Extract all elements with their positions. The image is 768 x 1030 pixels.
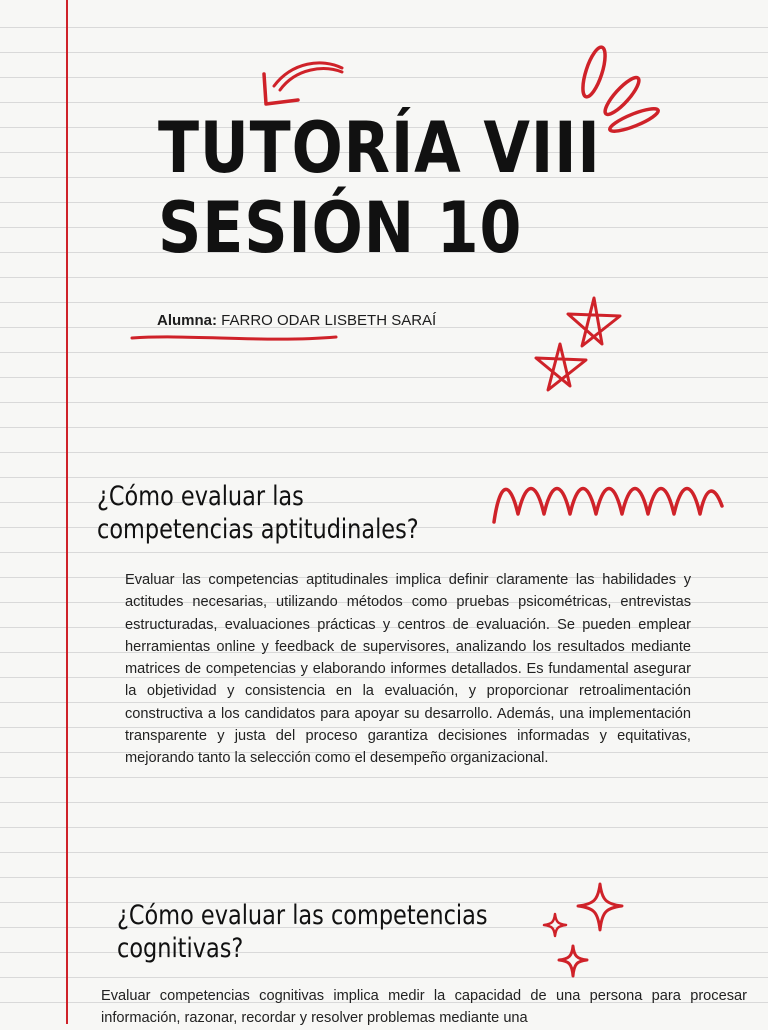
notebook-margin-line	[66, 0, 68, 1024]
zigzag-icon	[488, 470, 728, 532]
section-body-aptitudinales: Evaluar las competencias aptitudinales implica definir claramente las habilidades y actitudes necesarias, utilizando métodos como pruebas psicométricas, entrevistas estructuradas, evaluaciones prácticas y centros de evaluación. Se pueden emplear herramientas online y feedback de supervisores, analizando los resultados mediante matrices de competencias y elaborando informes detallados. Es fundamental asegurar la objetividad y consistencia en la evaluación, y proporcionar retroalimentación constructiva a los candidatos para apoyar su desarrollo. Además, una implementación transparente y justa del proceso garantiza decisiones informadas y equitativas, mejorando tanto la selección como el desempeño organizacional.	[125, 572, 691, 767]
heading-line-2: cognitivas?	[117, 933, 244, 964]
sparkle-icon	[540, 880, 630, 980]
name-underline-icon	[128, 330, 340, 346]
section-heading-cognitivas	[117, 899, 488, 965]
heading-line-1: ¿Cómo evaluar las competencias	[117, 900, 488, 931]
section-heading-aptitudinales	[97, 480, 419, 546]
title-line-1: TUTORÍA VIII	[158, 107, 601, 189]
page-title	[158, 108, 601, 268]
section-body-cognitivas: Evaluar competencias cognitivas implica medir la capacidad de una persona para procesar información, razonar, recordar y resolver problemas mediante una	[101, 988, 747, 1027]
student-name: FARRO ODAR LISBETH SARAÍ	[221, 312, 437, 329]
student-label: Alumna:	[157, 312, 217, 329]
heading-line-1: ¿Cómo evaluar las	[97, 481, 304, 512]
star-icon	[530, 340, 594, 394]
heading-line-2: competencias aptitudinales?	[97, 514, 419, 545]
title-line-2: SESIÓN 10	[158, 187, 523, 269]
student-info	[157, 312, 436, 329]
